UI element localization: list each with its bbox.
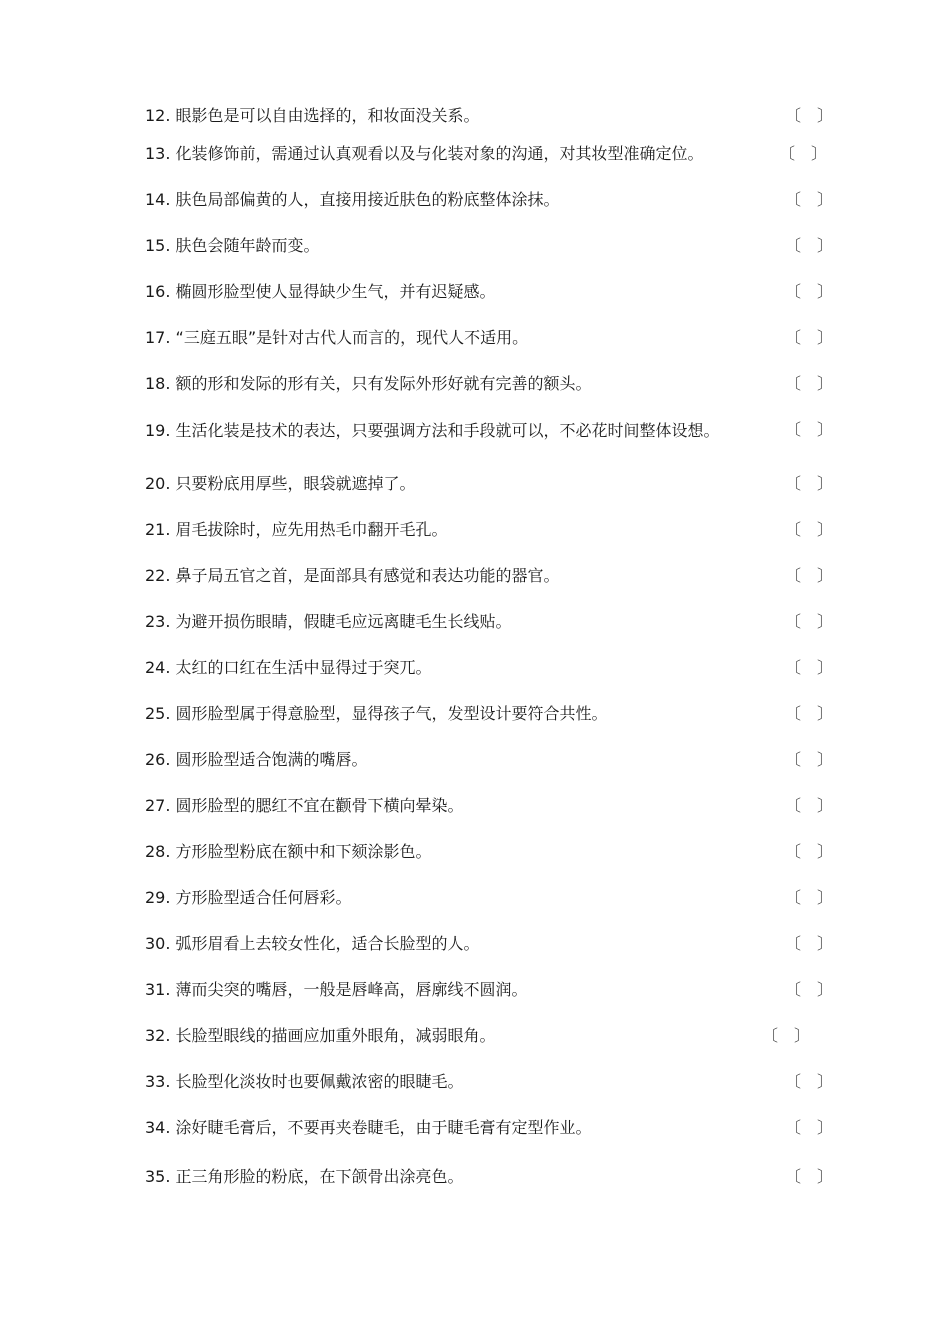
answer-bracket-15: 〔 〕 [785,236,834,255]
answer-bracket-22: 〔 〕 [785,566,834,585]
answer-bracket-21: 〔 〕 [785,520,834,539]
answer-bracket-29: 〔 〕 [785,888,834,907]
answer-bracket-24: 〔 〕 [785,658,834,677]
answer-bracket-30: 〔 〕 [785,934,834,953]
answer-bracket-32: 〔 〕 [762,1026,811,1045]
question-26: 26. 圆形脸型适合饱满的嘴唇。 [145,750,368,769]
answer-bracket-20: 〔 〕 [785,474,834,493]
question-22: 22. 鼻子局五官之首，是面部具有感觉和表达功能的器官。 [145,566,560,585]
question-27: 27. 圆形脸型的腮红不宜在颧骨下横向晕染。 [145,796,464,815]
question-21: 21. 眉毛拔除时，应先用热毛巾翻开毛孔。 [145,520,448,539]
question-29: 29. 方形脸型适合任何唇彩。 [145,888,352,907]
answer-bracket-23: 〔 〕 [785,612,834,631]
answer-bracket-33: 〔 〕 [785,1072,834,1091]
answer-bracket-18: 〔 〕 [785,374,834,393]
answer-bracket-27: 〔 〕 [785,796,834,815]
question-20: 20. 只要粉底用厚些，眼袋就遮掉了。 [145,474,416,493]
answer-bracket-25: 〔 〕 [785,704,834,723]
question-24: 24. 太红的口红在生活中显得过于突兀。 [145,658,432,677]
answer-bracket-16: 〔 〕 [785,282,834,301]
question-25: 25. 圆形脸型属于得意脸型，显得孩子气，发型设计要符合共性。 [145,704,608,723]
question-13: 13. 化装修饰前，需通过认真观看以及与化装对象的沟通，对其妆型准确定位。 [145,144,704,163]
answer-bracket-17: 〔 〕 [785,328,834,347]
question-17: 17. “三庭五眼”是针对古代人而言的，现代人不适用。 [145,328,529,347]
question-19: 19. 生活化装是技术的表达，只要强调方法和手段就可以，不必花时间整体设想。 [145,421,720,440]
question-30: 30. 弧形眉看上去较女性化，适合长脸型的人。 [145,934,480,953]
question-33: 33. 长脸型化淡妆时也要佩戴浓密的眼睫毛。 [145,1072,464,1091]
answer-bracket-12: 〔 〕 [785,106,834,125]
question-23: 23. 为避开损伤眼睛，假睫毛应远离睫毛生长线贴。 [145,612,512,631]
question-12: 12. 眼影色是可以自由选择的，和妆面没关系。 [145,106,480,125]
answer-bracket-13: 〔 〕 [779,144,828,163]
question-16: 16. 椭圆形脸型使人显得缺少生气，并有迟疑感。 [145,282,496,301]
question-15: 15. 肤色会随年龄而变。 [145,236,320,255]
answer-bracket-26: 〔 〕 [785,750,834,769]
question-18: 18. 额的形和发际的形有关，只有发际外形好就有完善的额头。 [145,374,592,393]
question-14: 14. 肤色局部偏黄的人，直接用接近肤色的粉底整体涂抹。 [145,190,560,209]
answer-bracket-19: 〔 〕 [785,420,834,439]
answer-bracket-34: 〔 〕 [785,1118,834,1137]
answer-bracket-14: 〔 〕 [785,190,834,209]
answer-bracket-35: 〔 〕 [785,1167,834,1186]
answer-bracket-28: 〔 〕 [785,842,834,861]
question-31: 31. 薄而尖突的嘴唇，一般是唇峰高，唇廓线不圆润。 [145,980,528,999]
question-32: 32. 长脸型眼线的描画应加重外眼角，减弱眼角。 [145,1026,496,1045]
answer-bracket-31: 〔 〕 [785,980,834,999]
question-28: 28. 方形脸型粉底在额中和下颏涂影色。 [145,842,432,861]
question-35: 35. 正三角形脸的粉底，在下颌骨出涂亮色。 [145,1167,464,1186]
question-34: 34. 涂好睫毛膏后，不要再夹卷睫毛，由于睫毛膏有定型作业。 [145,1118,592,1137]
